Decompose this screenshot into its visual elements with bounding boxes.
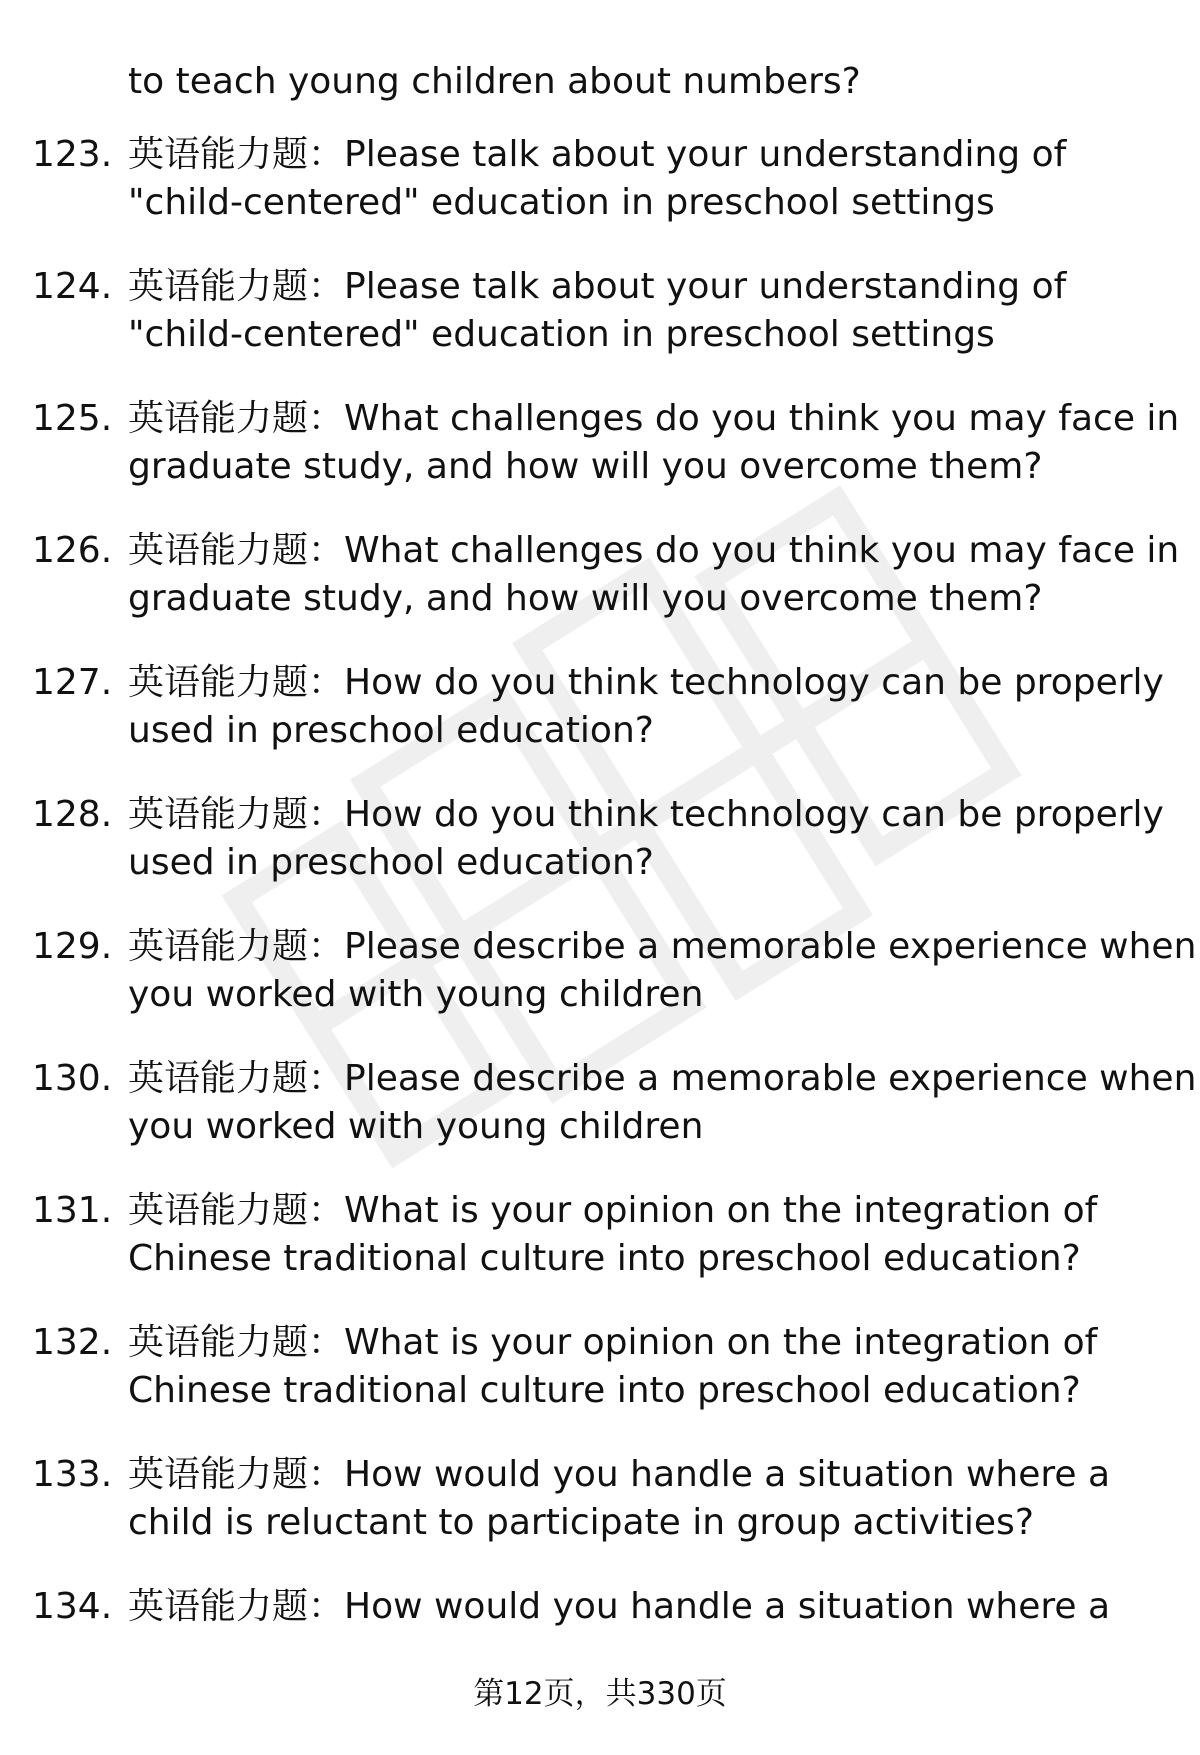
question-line: child is reluctant to participate in group activities? xyxy=(128,1502,1034,1543)
question-line: 英语能力题：How would you handle a situation where a xyxy=(128,1454,1111,1495)
question-line: Chinese traditional culture into preschool education? xyxy=(128,1238,1081,1279)
question-line: 英语能力题：What is your opinion on the integration of xyxy=(128,1322,1098,1363)
question-number: 124. xyxy=(32,266,113,307)
question-text xyxy=(128,659,1168,755)
question-line: 英语能力题：What challenges do you think you may face in xyxy=(128,398,1180,439)
question-number: 130. xyxy=(32,1058,113,1099)
question-number: 128. xyxy=(32,794,113,835)
question-text xyxy=(128,1187,1168,1283)
question-line: 英语能力题：Please talk about your understanding of xyxy=(128,134,1067,175)
continuation-line: to teach young children about numbers? xyxy=(128,61,861,102)
question-number: 123. xyxy=(32,134,113,175)
question-number: 132. xyxy=(32,1322,113,1363)
question-line: 英语能力题：How do you think technology can be properly xyxy=(128,794,1164,835)
question-line: you worked with young children xyxy=(128,1106,704,1147)
page-indicator: 第12页，共330页 xyxy=(473,1676,727,1712)
question-text xyxy=(128,131,1168,227)
question-text xyxy=(128,1055,1197,1151)
question-text xyxy=(128,1319,1168,1415)
question-line: 英语能力题：How would you handle a situation where a xyxy=(128,1586,1111,1627)
question-number: 133. xyxy=(32,1454,113,1495)
question-text xyxy=(128,527,1180,623)
question-line: "child-centered" education in preschool settings xyxy=(128,314,995,355)
question-line: graduate study, and how will you overcome them? xyxy=(128,578,1043,619)
question-line: 英语能力题：How do you think technology can be properly xyxy=(128,662,1164,703)
question-line: "child-centered" education in preschool settings xyxy=(128,182,995,223)
question-number: 127. xyxy=(32,662,113,703)
question-line: used in preschool education? xyxy=(128,842,654,883)
question-line: graduate study, and how will you overcome them? xyxy=(128,446,1043,487)
question-number: 129. xyxy=(32,926,113,967)
question-line: used in preschool education? xyxy=(128,710,654,751)
question-text xyxy=(128,395,1180,491)
question-line: Chinese traditional culture into preschool education? xyxy=(128,1370,1081,1411)
question-line: 英语能力题：What is your opinion on the integration of xyxy=(128,1190,1098,1231)
question-text xyxy=(128,1583,1168,1631)
question-line: 英语能力题：Please describe a memorable experience when xyxy=(128,1058,1197,1099)
question-text xyxy=(128,263,1168,359)
question-number: 134. xyxy=(32,1586,113,1627)
question-line: 英语能力题：Please talk about your understanding of xyxy=(128,266,1067,307)
question-line: 英语能力题：Please describe a memorable experience when xyxy=(128,926,1197,967)
question-text xyxy=(128,923,1197,1019)
question-text xyxy=(128,1451,1168,1547)
question-number: 125. xyxy=(32,398,113,439)
question-line: you worked with young children xyxy=(128,974,704,1015)
question-line: 英语能力题：What challenges do you think you may face in xyxy=(128,530,1180,571)
question-text xyxy=(128,791,1168,887)
question-number: 126. xyxy=(32,530,113,571)
question-number: 131. xyxy=(32,1190,113,1231)
